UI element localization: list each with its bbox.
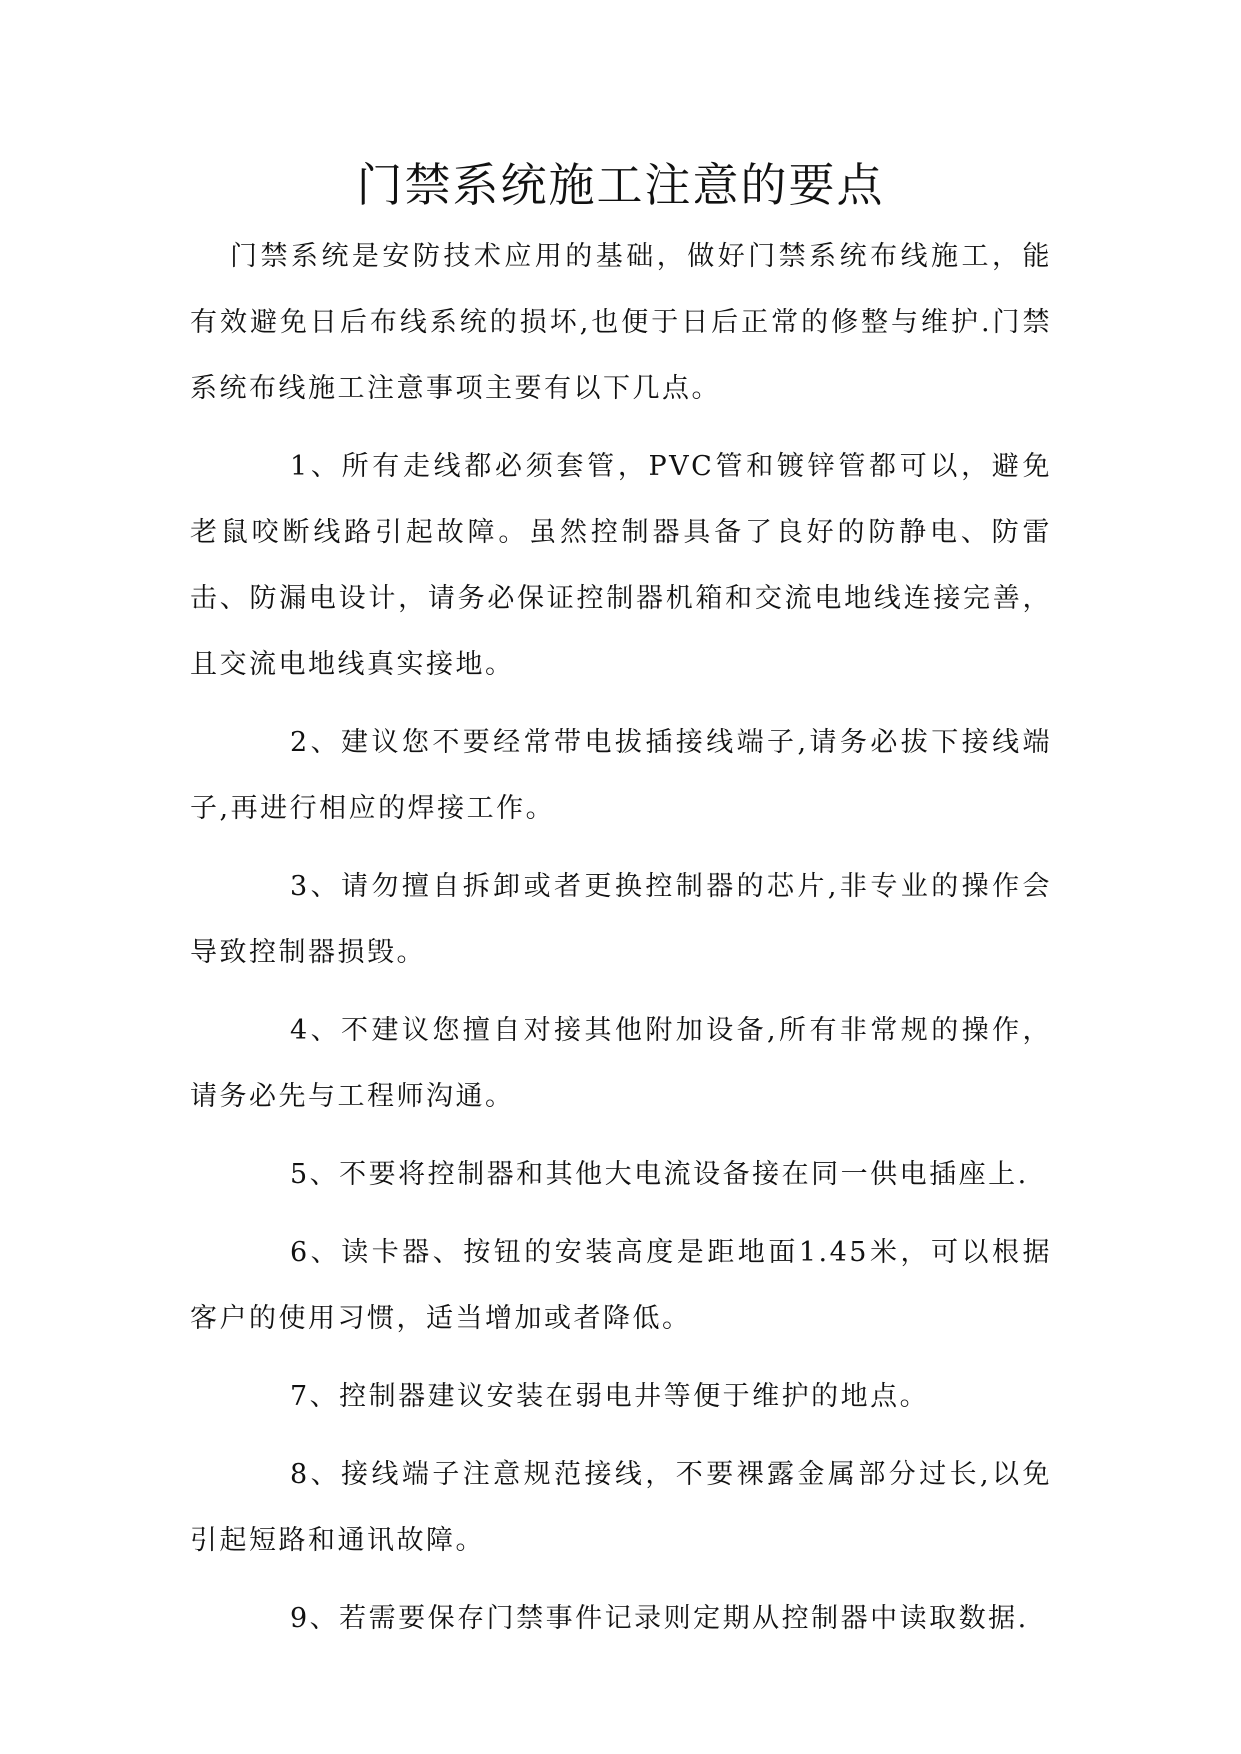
list-item: 1、所有走线都必须套管，PVC管和镀锌管都可以，避免老鼠咬断线路引起故障。虽然控制器具备了良好的防静电、防雷击、防漏电设计，请务必保证控制器机箱和交流电地线连接完善，且交流电地线真实接地。 (190, 451, 1052, 680)
document-title: 门禁系统施工注意的要点 (356, 158, 885, 212)
list-item: 3、请勿擅自拆卸或者更换控制器的芯片,非专业的操作会导致控制器损毁。 (190, 871, 1052, 968)
list-item: 7、控制器建议安装在弱电井等便于维护的地点。 (290, 1381, 930, 1412)
list-item: 4、不建议您擅自对接其他附加设备,所有非常规的操作，请务必先与工程师沟通。 (190, 1015, 1052, 1112)
list-item: 6、读卡器、按钮的安装高度是距地面1.45米，可以根据客户的使用习惯，适当增加或者降低。 (190, 1237, 1052, 1334)
intro-paragraph: 门禁系统是安防技术应用的基础，做好门禁系统布线施工，能有效避免日后布线系统的损坏,也便于日后正常的修整与维护.门禁系统布线施工注意事项主要有以下几点。 (190, 241, 1052, 404)
document-body (190, 224, 1052, 1652)
list-item: 8、接线端子注意规范接线，不要裸露金属部分过长,以免引起短路和通讯故障。 (190, 1459, 1052, 1556)
list-item: 9、若需要保存门禁事件记录则定期从控制器中读取数据. (290, 1603, 1029, 1634)
list-item: 5、不要将控制器和其他大电流设备接在同一供电插座上. (290, 1159, 1029, 1190)
list-item: 2、建议您不要经常带电拔插接线端子,请务必拔下接线端子,再进行相应的焊接工作。 (190, 727, 1052, 824)
